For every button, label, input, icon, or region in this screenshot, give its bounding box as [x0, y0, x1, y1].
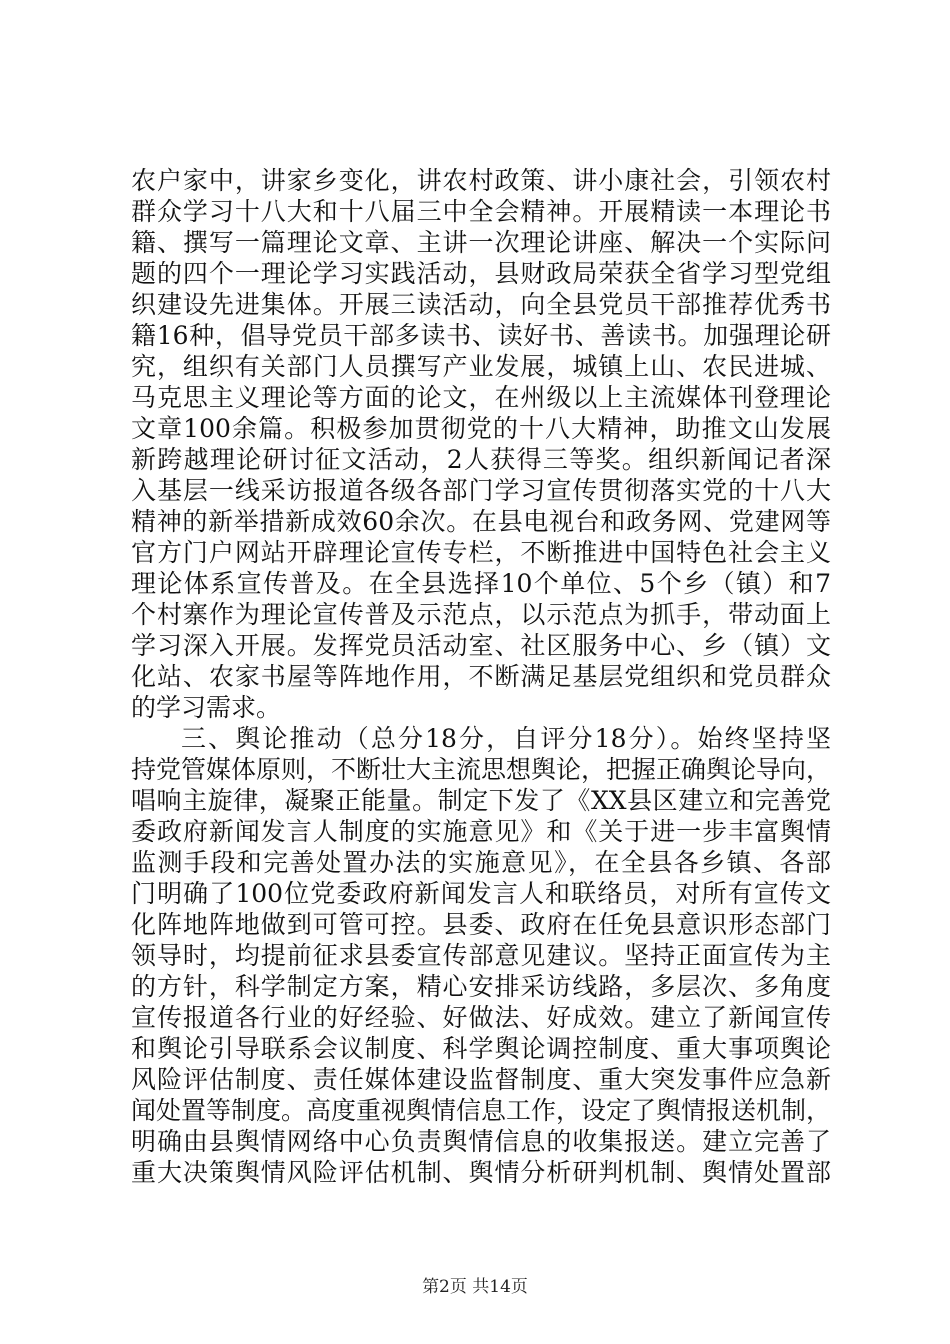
text-line: 马克思主义理论等方面的论文，在州级以上主流媒体刊登理论: [131, 383, 831, 412]
page-number-footer: 第2页 共14页: [422, 1277, 528, 1297]
text-line: 籍、撰写一篇理论文章、主讲一次理论讲座、解决一个实际问: [131, 228, 831, 257]
text-line: 化阵地阵地做到可管可控。县委、政府在任免县意识形态部门: [131, 910, 831, 939]
text-line: 的学习需求。: [131, 693, 282, 722]
text-line: 监测手段和完善处置办法的实施意见》，在全县各乡镇、各部: [131, 848, 831, 877]
text-line: 三、舆论推动（总分18分，自评分18分）。始终坚持坚: [181, 724, 831, 753]
text-line: 闻处置等制度。高度重视舆情信息工作，设定了舆情报送机制，: [131, 1096, 831, 1125]
text-line: 群众学习十八大和十八届三中全会精神。开展精读一本理论书: [131, 197, 831, 226]
text-line: 新跨越理论研讨征文活动，2人获得三等奖。组织新闻记者深: [131, 445, 831, 474]
text-line: 化站、农家书屋等阵地作用，不断满足基层党组织和党员群众: [131, 662, 831, 691]
text-line: 持党管媒体原则，不断壮大主流思想舆论，把握正确舆论导向，: [131, 755, 831, 784]
text-line: 唱响主旋律，凝聚正能量。制定下发了《XX县区建立和完善党: [131, 786, 831, 815]
paragraph-2: [131, 723, 831, 1188]
text-line: 领导时，均提前征求县委宣传部意见建议。坚持正面宣传为主: [131, 941, 831, 970]
text-line: 风险评估制度、责任媒体建设监督制度、重大突发事件应急新: [131, 1065, 831, 1094]
text-line: 重大决策舆情风险评估机制、舆情分析研判机制、舆情处置部: [131, 1158, 831, 1187]
text-line: 和舆论引导联系会议制度、科学舆论调控制度、重大事项舆论: [131, 1034, 831, 1063]
text-line: 委政府新闻发言人制度的实施意见》和《关于进一步丰富舆情: [131, 817, 831, 846]
text-line: 籍16种，倡导党员干部多读书、读好书、善读书。加强理论研: [131, 321, 831, 350]
text-line: 学习深入开展。发挥党员活动室、社区服务中心、乡（镇）文: [131, 631, 831, 660]
text-line: 宣传报道各行业的好经验、好做法、好成效。建立了新闻宣传: [131, 1003, 831, 1032]
text-line: 农户家中，讲家乡变化，讲农村政策、讲小康社会，引领农村: [131, 166, 831, 195]
text-line: 门明确了100位党委政府新闻发言人和联络员，对所有宣传文: [131, 879, 831, 908]
text-line: 明确由县舆情网络中心负责舆情信息的收集报送。建立完善了: [131, 1127, 831, 1156]
text-line: 精神的新举措新成效60余次。在县电视台和政务网、党建网等: [131, 507, 831, 536]
text-line: 理论体系宣传普及。在全县选择10个单位、5个乡（镇）和7: [131, 569, 831, 598]
text-line: 官方门户网站开辟理论宣传专栏，不断推进中国特色社会主义: [131, 538, 831, 567]
text-line: 入基层一线采访报道各级各部门学习宣传贯彻落实党的十八大: [131, 476, 831, 505]
paragraph-1: [131, 165, 831, 723]
text-line: 个村寨作为理论宣传普及示范点，以示范点为抓手，带动面上: [131, 600, 831, 629]
text-line: 究，组织有关部门人员撰写产业发展，城镇上山、农民进城、: [131, 352, 831, 381]
text-line: 文章100余篇。积极参加贯彻党的十八大精神，助推文山发展: [131, 414, 831, 443]
text-line: 的方针，科学制定方案，精心安排采访线路，多层次、多角度: [131, 972, 831, 1001]
text-line: 题的四个一理论学习实践活动，县财政局荣获全省学习型党组: [131, 259, 831, 288]
text-line: 织建设先进集体。开展三读活动，向全县党员干部推荐优秀书: [131, 290, 831, 319]
document-body: [131, 165, 831, 1188]
